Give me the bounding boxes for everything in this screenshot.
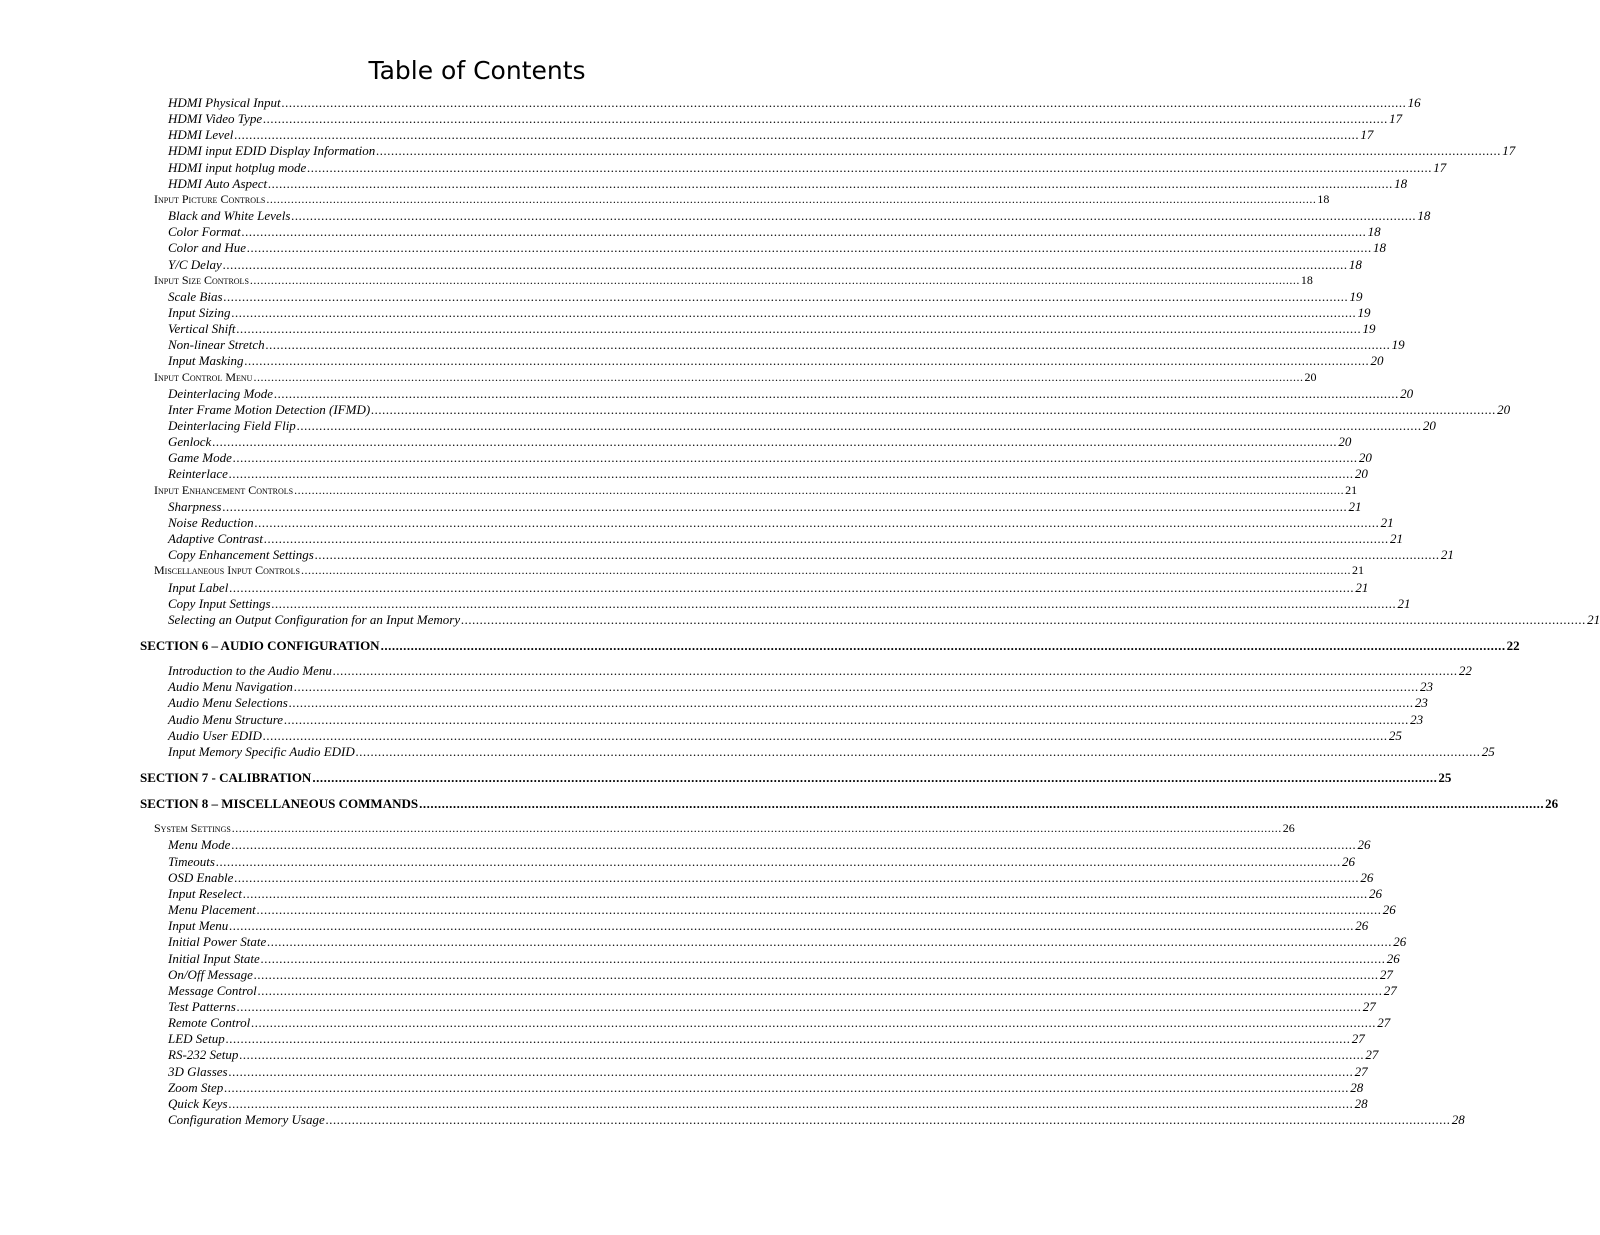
dot-leader: ............................................................................................................................................................................................................................................................................................................ xyxy=(231,837,1357,853)
dot-leader: ............................................................................................................................................................................................................................................................................................................ xyxy=(251,1015,1377,1031)
toc-entry-label: HDMI Level xyxy=(168,127,234,143)
toc-entry[interactable] xyxy=(168,743,1495,760)
toc-entry-label: Test Patterns xyxy=(168,998,236,1014)
dot-leader: ............................................................................................................................................................................................................................................................................................................ xyxy=(229,579,1355,595)
toc-entry-page-number: 21 xyxy=(1587,611,1600,627)
toc-entry[interactable] xyxy=(168,418,1436,434)
dot-leader: ............................................................................................................................................................................................................................................................................................................ xyxy=(288,695,1414,711)
toc-entry[interactable] xyxy=(168,450,1372,466)
dot-leader: ............................................................................................................................................................................................................................................................................................................ xyxy=(212,434,1338,450)
toc-entry[interactable] xyxy=(168,1095,1368,1112)
toc-entry-page-number: 21 xyxy=(1440,547,1454,563)
toc-entry-page-number: 26 xyxy=(1545,796,1559,812)
toc-entry-page-number: 22 xyxy=(1458,663,1472,679)
toc-entry[interactable] xyxy=(140,770,1452,786)
toc-entry-label: Audio Menu Navigation xyxy=(168,679,293,695)
toc-entry-label: Message Control xyxy=(168,982,257,998)
toc-entry-page-number: 26 xyxy=(1386,950,1400,966)
toc-entry[interactable] xyxy=(140,637,1520,654)
dot-leader: ............................................................................................................................................................................................................................................................................................................ xyxy=(253,966,1379,982)
toc-entry-label: On/Off Message xyxy=(168,966,253,982)
toc-entry-label: Deinterlacing Mode xyxy=(168,385,274,401)
toc-entry-page-number: 18 xyxy=(1300,272,1313,287)
toc-entry[interactable] xyxy=(154,482,1358,499)
toc-entry[interactable] xyxy=(168,1015,1391,1031)
toc-entry-label: Audio User EDID xyxy=(168,727,262,743)
toc-entry-label: Menu Placement xyxy=(168,902,256,918)
toc-entry[interactable] xyxy=(168,853,1355,870)
toc-entry-page-number: 20 xyxy=(1497,401,1511,417)
toc-entry[interactable] xyxy=(154,563,1365,579)
toc-entry[interactable] xyxy=(168,111,1403,127)
dot-leader: ............................................................................................................................................................................................................................................................................................................ xyxy=(296,418,1422,433)
toc-entry-page-number: 28 xyxy=(1451,1112,1465,1127)
toc-entry-label: HDMI Physical Input xyxy=(168,95,281,110)
toc-entry-page-number: 17 xyxy=(1389,111,1403,127)
toc-entry[interactable] xyxy=(168,256,1362,273)
toc-entry-page-number: 18 xyxy=(1317,191,1330,206)
dot-leader: ............................................................................................................................................................................................................................................................................................................ xyxy=(265,337,1391,353)
toc-entry[interactable] xyxy=(154,369,1317,386)
toc-entry[interactable] xyxy=(168,1063,1368,1080)
dot-leader: ............................................................................................................................................................................................................................................................................................................ xyxy=(244,353,1370,369)
toc-entry-label: Copy Enhancement Settings xyxy=(168,547,314,563)
dot-leader: ............................................................................................................................................................................................................................................................................................................ xyxy=(231,304,1357,320)
dot-leader: ............................................................................................................................................................................................................................................................................................................ xyxy=(249,272,1300,287)
toc-entry-label: Audio Menu Selections xyxy=(168,695,288,711)
dot-leader: ............................................................................................................................................................................................................................................................................................................ xyxy=(222,498,1348,514)
toc-entry-page-number: 20 xyxy=(1354,466,1368,482)
dot-leader: ............................................................................................................................................................................................................................................................................................................ xyxy=(239,1047,1365,1063)
toc-entry-page-number: 17 xyxy=(1502,143,1516,159)
toc-entry-page-number: 19 xyxy=(1349,288,1363,304)
toc-entry[interactable] xyxy=(168,514,1394,531)
toc-entry-page-number: 19 xyxy=(1362,321,1376,337)
toc-entry[interactable] xyxy=(168,934,1407,950)
toc-entry-page-number: 23 xyxy=(1414,695,1428,711)
toc-entry[interactable] xyxy=(168,595,1411,612)
toc-entry[interactable] xyxy=(168,208,1431,224)
toc-entry[interactable] xyxy=(168,498,1362,515)
toc-entry-page-number: 28 xyxy=(1350,1079,1364,1095)
toc-entry[interactable] xyxy=(168,143,1516,159)
toc-entry-page-number: 26 xyxy=(1282,821,1295,836)
toc-entry[interactable] xyxy=(168,982,1397,999)
dot-leader: ............................................................................................................................................................................................................................................................................................................ xyxy=(312,770,1438,785)
dot-leader: ............................................................................................................................................................................................................................................................................................................ xyxy=(284,711,1410,727)
toc-entry-page-number: 18 xyxy=(1394,175,1408,191)
toc-entry-label: HDMI input hotplug mode xyxy=(168,159,307,175)
toc-entry-page-number: 18 xyxy=(1373,240,1386,256)
toc-entry-page-number: 27 xyxy=(1379,966,1393,982)
toc-entry[interactable] xyxy=(168,1031,1365,1047)
toc-entry-page-number: 27 xyxy=(1351,1031,1365,1047)
toc-entry[interactable] xyxy=(168,918,1369,934)
toc-entry[interactable] xyxy=(168,663,1472,679)
toc-entry-page-number: 21 xyxy=(1352,563,1365,578)
toc-entry-label: Initial Input State xyxy=(168,950,260,966)
toc-entry[interactable] xyxy=(168,127,1374,143)
toc-entry-label: SECTION 8 – MISCELLANEOUS COMMANDS xyxy=(140,796,419,812)
toc-entry-label: Y/C Delay xyxy=(168,256,222,272)
dot-leader: ............................................................................................................................................................................................................................................................................................................ xyxy=(293,679,1419,695)
toc-entry-label: Menu Mode xyxy=(168,837,231,853)
toc-entry-label: Input Masking xyxy=(168,353,244,369)
dot-leader: ............................................................................................................................................................................................................................................................................................................ xyxy=(234,127,1360,143)
toc-entry-label: OSD Enable xyxy=(168,869,234,885)
dot-leader: ............................................................................................................................................................................................................................................................................................................ xyxy=(268,175,1394,191)
toc-entry-label: Configuration Memory Usage xyxy=(168,1112,325,1127)
toc-entry-label: SECTION 6 – AUDIO CONFIGURATION xyxy=(140,637,380,653)
toc-entry-label: HDMI Video Type xyxy=(168,111,263,127)
toc-entry-page-number: 18 xyxy=(1417,208,1431,224)
dot-leader: ............................................................................................................................................................................................................................................................................................................ xyxy=(267,934,1393,950)
toc-entry[interactable] xyxy=(168,466,1368,482)
dot-leader: ............................................................................................................................................................................................................................................................................................................ xyxy=(247,240,1372,256)
dot-leader: ............................................................................................................................................................................................................................................................................................................ xyxy=(241,224,1367,240)
toc-entry[interactable] xyxy=(168,679,1433,695)
dot-leader: ............................................................................................................................................................................................................................................................................................................ xyxy=(257,982,1383,998)
toc-entry-page-number: 23 xyxy=(1410,711,1424,727)
toc-entry-label: Input Menu xyxy=(168,918,229,934)
toc-entry[interactable] xyxy=(168,240,1386,256)
toc-entry[interactable] xyxy=(168,998,1376,1015)
dot-leader: ............................................................................................................................................................................................................................................................................................................ xyxy=(281,95,1407,110)
toc-entry-page-number: 17 xyxy=(1433,159,1447,175)
toc-entry-page-number: 25 xyxy=(1388,727,1402,743)
toc-entry-page-number: 20 xyxy=(1400,385,1414,401)
toc-entry[interactable] xyxy=(168,304,1371,321)
toc-entry-label: Color and Hue xyxy=(168,240,246,256)
dot-leader: ............................................................................................................................................................................................................................................................................................................ xyxy=(228,1063,1354,1079)
toc-entry[interactable] xyxy=(140,796,1559,812)
dot-leader: ............................................................................................................................................................................................................................................................................................................ xyxy=(461,611,1587,627)
toc-entry-label: Input Size Controls xyxy=(154,272,249,287)
toc-entry-page-number: 21 xyxy=(1348,498,1362,514)
toc-entry-page-number: 20 xyxy=(1338,434,1352,450)
toc-entry-label: Black and White Levels xyxy=(168,208,291,224)
dot-leader: ............................................................................................................................................................................................................................................................................................................ xyxy=(263,531,1389,547)
toc-entry-label: Inter Frame Motion Detection (IFMD) xyxy=(168,401,371,417)
toc-entry-page-number: 18 xyxy=(1348,256,1362,272)
toc-entry[interactable] xyxy=(168,966,1393,983)
toc-entry[interactable] xyxy=(168,611,1600,628)
toc-entry-label: Input Sizing xyxy=(168,304,231,320)
toc-entry[interactable] xyxy=(168,885,1382,902)
dot-leader: ............................................................................................................................................................................................................................................................................................................ xyxy=(228,466,1354,482)
toc-entry-label: Scale Bias xyxy=(168,288,223,304)
dot-leader: ............................................................................................................................................................................................................................................................................................................ xyxy=(232,450,1358,466)
toc-entry-page-number: 26 xyxy=(1341,853,1355,869)
dot-leader: ............................................................................................................................................................................................................................................................................................................ xyxy=(236,998,1362,1014)
toc-entry[interactable] xyxy=(168,159,1447,176)
dot-leader: ............................................................................................................................................................................................................................................................................................................ xyxy=(274,385,1400,401)
dot-leader: ............................................................................................................................................................................................................................................................................................................ xyxy=(229,918,1355,934)
toc-entry-page-number: 27 xyxy=(1365,1047,1379,1063)
toc-entry-page-number: 20 xyxy=(1358,450,1372,466)
dot-leader: ............................................................................................................................................................................................................................................................................................................ xyxy=(215,853,1341,869)
toc-entry-label: Audio Menu Structure xyxy=(168,711,284,727)
toc-entry-label: 3D Glasses xyxy=(168,1063,228,1079)
toc-entry[interactable] xyxy=(168,950,1400,967)
toc-entry-label: Initial Power State xyxy=(168,934,267,950)
toc-entry-label: Reinterlace xyxy=(168,466,228,482)
toc-entry-label: System Settings xyxy=(154,821,231,836)
toc-entry[interactable] xyxy=(168,1112,1465,1128)
toc-entry[interactable] xyxy=(168,902,1396,918)
toc-entry-page-number: 18 xyxy=(1367,224,1381,240)
toc-entry-label: Input Label xyxy=(168,579,229,595)
toc-entry[interactable] xyxy=(168,1047,1379,1063)
toc-entry-label: Selecting an Output Configuration for an Input Memory xyxy=(168,611,461,627)
toc-entry-page-number: 21 xyxy=(1389,531,1403,547)
toc-entry-label: Noise Reduction xyxy=(168,514,254,530)
toc-entry[interactable] xyxy=(168,321,1376,337)
dot-leader: ............................................................................................................................................................................................................................................................................................................ xyxy=(222,256,1348,272)
toc-entry-page-number: 26 xyxy=(1355,918,1369,934)
dot-leader: ............................................................................................................................................................................................................................................................................................................ xyxy=(271,595,1397,611)
dot-leader: ............................................................................................................................................................................................................................................................................................................ xyxy=(231,821,1282,836)
toc-entry-page-number: 20 xyxy=(1422,418,1436,433)
toc-entry-page-number: 19 xyxy=(1357,304,1371,320)
toc-entry[interactable] xyxy=(168,353,1384,369)
dot-leader: ............................................................................................................................................................................................................................................................................................................ xyxy=(224,1079,1350,1095)
toc-entry-label: Input Enhancement Controls xyxy=(154,482,294,497)
toc-entry-label: Remote Control xyxy=(168,1015,251,1031)
toc-entry-label: Timeouts xyxy=(168,853,215,869)
toc-entry[interactable] xyxy=(154,272,1313,289)
dot-leader: ............................................................................................................................................................................................................................................................................................................ xyxy=(371,401,1497,417)
toc-entry[interactable] xyxy=(154,821,1295,837)
toc-entry[interactable] xyxy=(168,288,1363,305)
dot-leader: ............................................................................................................................................................................................................................................................................................................ xyxy=(253,369,1304,384)
dot-leader: ............................................................................................................................................................................................................................................................................................................ xyxy=(380,637,1506,653)
toc-entry[interactable] xyxy=(168,711,1424,728)
toc-entry[interactable] xyxy=(168,695,1428,711)
toc-entry-page-number: 26 xyxy=(1382,902,1396,918)
toc-entry-label: Deinterlacing Field Flip xyxy=(168,418,296,433)
toc-entry-page-number: 21 xyxy=(1345,482,1358,497)
toc-entry[interactable] xyxy=(168,869,1374,886)
toc-entry-page-number: 27 xyxy=(1354,1063,1368,1079)
dot-leader: ............................................................................................................................................................................................................................................................................................................ xyxy=(225,1031,1351,1047)
toc-entry-label: Input Control Menu xyxy=(154,369,253,384)
toc-entry[interactable] xyxy=(168,434,1352,450)
toc-entry-label: Input Reselect xyxy=(168,885,242,901)
dot-leader: ............................................................................................................................................................................................................................................................................................................ xyxy=(419,796,1545,812)
toc-entry-label: LED Setup xyxy=(168,1031,225,1047)
toc-entry-page-number: 26 xyxy=(1369,885,1382,901)
dot-leader: ............................................................................................................................................................................................................................................................................................................ xyxy=(291,208,1417,224)
toc-entry-page-number: 21 xyxy=(1397,595,1411,611)
toc-entry-page-number: 22 xyxy=(1506,637,1520,653)
toc-entry[interactable] xyxy=(168,1079,1364,1096)
toc-entry-label: Game Mode xyxy=(168,450,232,466)
dot-leader: ............................................................................................................................................................................................................................................................................................................ xyxy=(236,321,1362,337)
dot-leader: ............................................................................................................................................................................................................................................................................................................ xyxy=(355,743,1481,759)
toc-entry[interactable] xyxy=(168,531,1403,547)
toc-entry-page-number: 26 xyxy=(1357,837,1371,853)
toc-entry-label: Input Memory Specific Audio EDID xyxy=(168,743,355,759)
toc-entry[interactable] xyxy=(168,95,1421,111)
toc-entry-page-number: 21 xyxy=(1380,514,1394,530)
dot-leader: ............................................................................................................................................................................................................................................................................................................ xyxy=(325,1112,1451,1127)
toc-entry-page-number: 27 xyxy=(1362,998,1376,1014)
dot-leader: ............................................................................................................................................................................................................................................................................................................ xyxy=(263,111,1389,127)
toc-entry-page-number: 23 xyxy=(1419,679,1433,695)
toc-entry-page-number: 16 xyxy=(1407,95,1421,110)
toc-entry-label: Copy Input Settings xyxy=(168,595,271,611)
toc-entry-label: Adaptive Contrast xyxy=(168,531,263,547)
toc-entry-label: Input Picture Controls xyxy=(154,191,266,206)
dot-leader: ............................................................................................................................................................................................................................................................................................................ xyxy=(243,885,1368,901)
dot-leader: ............................................................................................................................................................................................................................................................................................................ xyxy=(332,663,1458,679)
toc-entry-page-number: 28 xyxy=(1354,1095,1368,1111)
toc-entry-label: Vertical Shift xyxy=(168,321,236,337)
dot-leader: ............................................................................................................................................................................................................................................................................................................ xyxy=(376,143,1502,159)
toc-entry[interactable] xyxy=(168,385,1414,402)
toc-entry[interactable] xyxy=(168,337,1405,353)
toc-entry-page-number: 21 xyxy=(1355,579,1369,595)
dot-leader: ............................................................................................................................................................................................................................................................................................................ xyxy=(314,547,1440,563)
dot-leader: ............................................................................................................................................................................................................................................................................................................ xyxy=(260,950,1386,966)
toc-entry-label: Introduction to the Audio Menu xyxy=(168,663,332,679)
toc-entry-label: RS-232 Setup xyxy=(168,1047,239,1063)
dot-leader: ............................................................................................................................................................................................................................................................................................................ xyxy=(228,1095,1354,1111)
toc-entry-label: HDMI Auto Aspect xyxy=(168,175,268,191)
toc-entry-label: Non-linear Stretch xyxy=(168,337,265,353)
dot-leader: ............................................................................................................................................................................................................................................................................................................ xyxy=(294,482,1345,497)
toc-entry-page-number: 27 xyxy=(1377,1015,1391,1031)
toc-entry[interactable] xyxy=(168,224,1381,240)
toc-entry-label: Color Format xyxy=(168,224,241,240)
toc-entry-page-number: 19 xyxy=(1391,337,1405,353)
toc-entry-page-number: 26 xyxy=(1360,869,1374,885)
dot-leader: ............................................................................................................................................................................................................................................................................................................ xyxy=(256,902,1382,918)
dot-leader: ............................................................................................................................................................................................................................................................................................................ xyxy=(234,869,1360,885)
toc-entry-label: HDMI input EDID Display Information xyxy=(168,143,376,159)
toc-entry-page-number: 26 xyxy=(1393,934,1407,950)
toc-entry[interactable] xyxy=(168,175,1408,192)
dot-leader: ............................................................................................................................................................................................................................................................................................................ xyxy=(307,159,1433,175)
dot-leader: ............................................................................................................................................................................................................................................................................................................ xyxy=(301,563,1352,578)
toc-entry-page-number: 17 xyxy=(1360,127,1374,143)
dot-leader: ............................................................................................................................................................................................................................................................................................................ xyxy=(266,191,1317,206)
toc-entry[interactable] xyxy=(168,727,1402,744)
toc-entry-page-number: 27 xyxy=(1383,982,1397,998)
page-title: Table of Contents xyxy=(368,56,586,85)
toc-entry-label: Zoom Step xyxy=(168,1079,224,1095)
toc-entry-page-number: 20 xyxy=(1304,369,1317,384)
toc-entry-page-number: 25 xyxy=(1481,743,1495,759)
dot-leader: ............................................................................................................................................................................................................................................................................................................ xyxy=(262,727,1388,743)
toc-entry-label: Quick Keys xyxy=(168,1095,228,1111)
toc-entry[interactable] xyxy=(154,191,1330,208)
toc-entry-label: Sharpness xyxy=(168,498,222,514)
dot-leader: ............................................................................................................................................................................................................................................................................................................ xyxy=(254,514,1380,530)
toc-entry-page-number: 20 xyxy=(1370,353,1384,369)
toc-entry-label: Genlock xyxy=(168,434,212,450)
toc-entry[interactable] xyxy=(168,547,1454,563)
toc-entry-page-number: 25 xyxy=(1438,770,1452,785)
toc-entry-label: SECTION 7 - CALIBRATION xyxy=(140,770,312,785)
toc-entry[interactable] xyxy=(168,579,1369,596)
toc-entry[interactable] xyxy=(168,837,1371,853)
dot-leader: ............................................................................................................................................................................................................................................................................................................ xyxy=(223,288,1349,304)
toc-entry-label: Miscellaneous Input Controls xyxy=(154,563,301,578)
toc-entry[interactable] xyxy=(168,401,1511,418)
